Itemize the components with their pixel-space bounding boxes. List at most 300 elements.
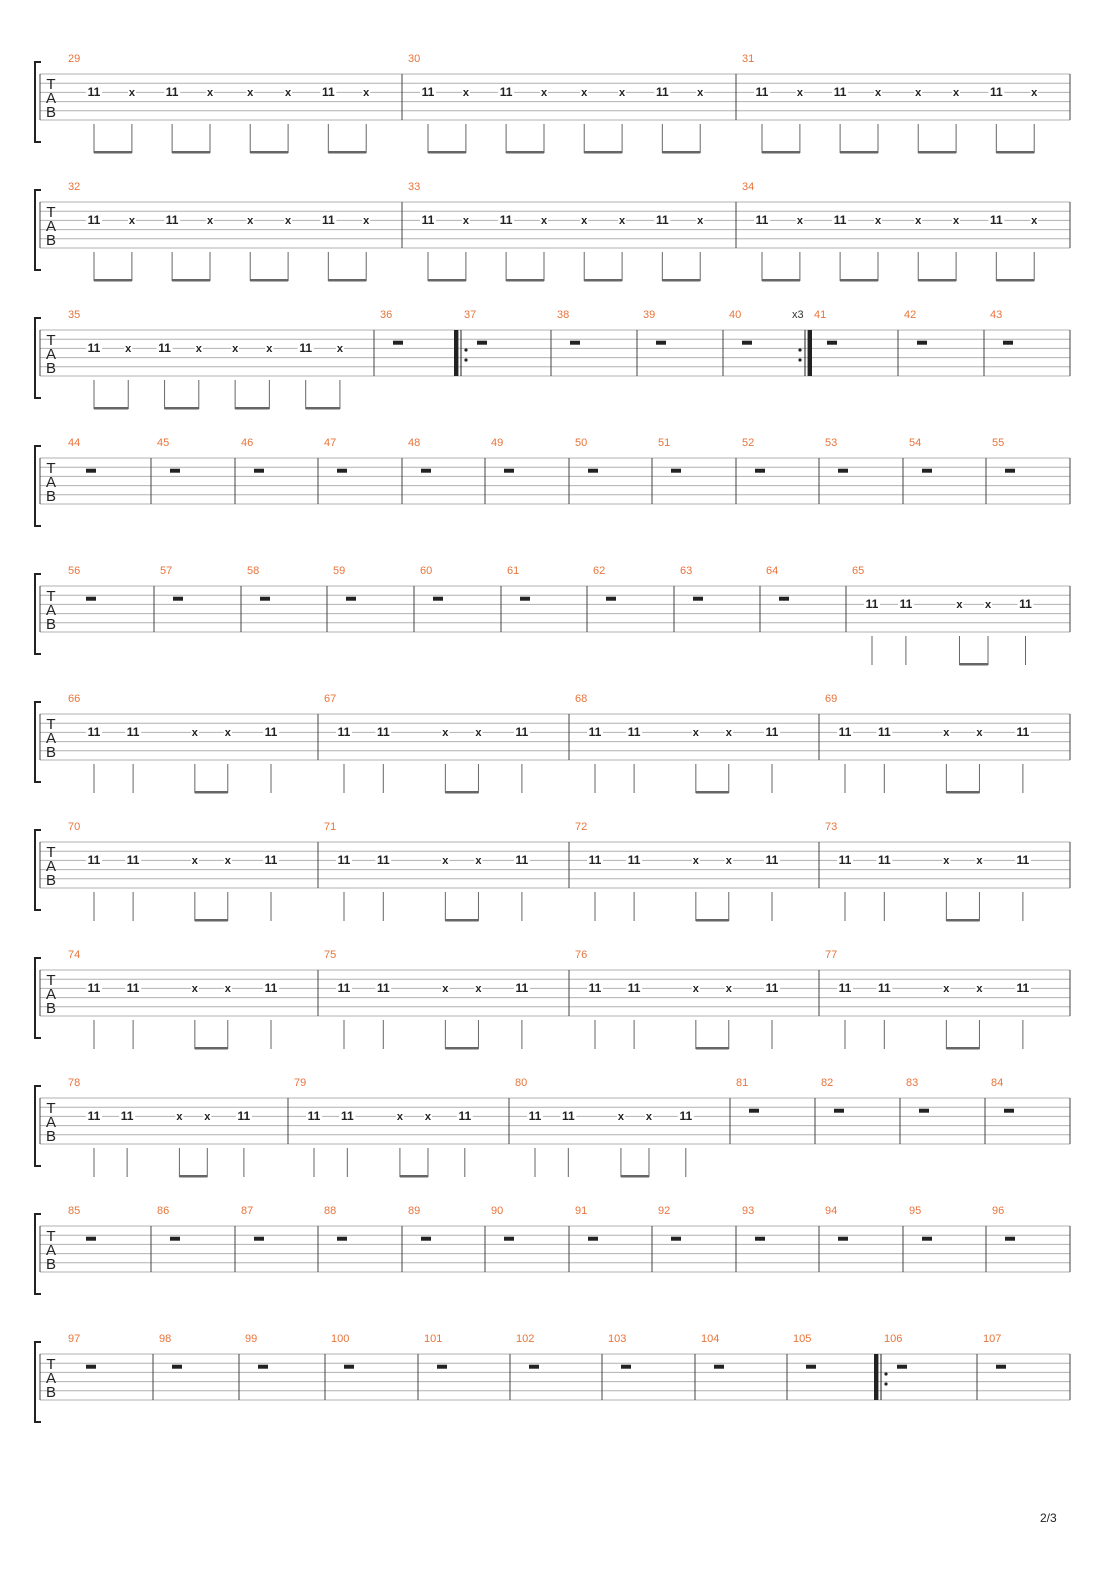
fret-number: 11: [87, 340, 101, 355]
measure: [408, 181, 704, 282]
beam: [165, 407, 199, 410]
measure: [852, 565, 1034, 666]
dead-note: x: [195, 342, 202, 355]
measure-number: 31: [742, 53, 755, 65]
measure-number: 41: [814, 309, 827, 321]
dead-note: x: [285, 214, 292, 227]
measure-number: 92: [658, 1205, 671, 1217]
dead-note: x: [206, 86, 214, 99]
measure-number: 68: [575, 693, 588, 705]
dead-note: x: [619, 86, 626, 99]
fret-number: 11: [561, 1108, 575, 1123]
measure-number: 29: [68, 53, 81, 65]
measure-number: 98: [159, 1333, 172, 1345]
beam: [94, 407, 128, 410]
beam: [428, 151, 466, 154]
measure-number: 78: [68, 1077, 81, 1089]
dead-note: x: [1031, 214, 1038, 227]
beam: [235, 407, 269, 410]
dead-note: x: [956, 598, 963, 611]
measure-number: 77: [825, 949, 838, 961]
fret-number: 11: [376, 724, 390, 739]
measure-number: 73: [825, 821, 838, 833]
fret-number: 11: [515, 852, 529, 867]
whole-rest: [344, 1365, 354, 1369]
dead-note: x: [232, 342, 239, 355]
whole-rest: [656, 341, 666, 345]
dead-note: x: [915, 214, 922, 227]
fret-number: 11: [237, 1108, 251, 1123]
fret-number: 11: [158, 340, 171, 355]
whole-rest: [172, 1365, 182, 1369]
fret-number: 11: [165, 84, 179, 99]
measure-number: 66: [68, 693, 81, 705]
tab-clef-letter: T: [46, 972, 56, 989]
dead-note: x: [976, 726, 983, 739]
whole-rest: [437, 1365, 447, 1369]
beam: [179, 1175, 207, 1178]
beam: [172, 279, 210, 282]
measure: [324, 693, 530, 794]
measure-number: 40: [729, 309, 742, 321]
measure: [68, 821, 279, 922]
beam: [996, 279, 1034, 282]
dead-note: x: [953, 86, 960, 99]
beam: [696, 1047, 729, 1050]
page-number: 2/3: [1040, 1511, 1057, 1525]
measure-number: 96: [992, 1205, 1005, 1217]
whole-rest: [606, 597, 616, 601]
dead-note: x: [336, 342, 343, 355]
fret-number: 11: [376, 852, 390, 867]
tab-clef-letter: A: [45, 730, 57, 747]
dead-note: x: [915, 86, 922, 99]
measure-number: 101: [424, 1333, 443, 1345]
measure-number: 99: [245, 1333, 258, 1345]
measure-number: 52: [742, 437, 755, 449]
measure-number: 69: [825, 693, 838, 705]
beam: [506, 279, 544, 282]
beam: [584, 279, 622, 282]
whole-rest: [588, 1237, 598, 1241]
fret-number: 11: [421, 212, 435, 227]
tab-clef-letter: A: [45, 218, 57, 235]
fret-number: 11: [1016, 980, 1030, 995]
repeat-dot: [884, 1372, 887, 1375]
dead-note: x: [796, 214, 803, 227]
measure-number: 45: [157, 437, 170, 449]
tab-system: [35, 1205, 1070, 1294]
measure-number: 76: [575, 949, 588, 961]
fret-number: 11: [838, 980, 852, 995]
measure: [68, 693, 279, 794]
measure-number: 72: [575, 821, 588, 833]
measure-number: 33: [408, 181, 421, 193]
dead-note: x: [475, 854, 482, 867]
dead-note: x: [645, 1110, 653, 1123]
measure-number: 30: [408, 53, 421, 65]
fret-number: 11: [838, 852, 852, 867]
measure-number: 62: [593, 565, 606, 577]
fret-number: 11: [87, 724, 101, 739]
tab-system: [35, 1333, 1070, 1422]
beam: [445, 1047, 478, 1050]
fret-number: 11: [321, 212, 335, 227]
dead-note: x: [424, 1110, 432, 1123]
fret-number: 11: [899, 596, 913, 611]
beam: [621, 1175, 649, 1178]
tab-clef-letter: T: [46, 332, 56, 349]
dead-note: x: [976, 982, 983, 995]
fret-number: 11: [87, 84, 101, 99]
dead-note: x: [475, 726, 482, 739]
fret-number: 11: [126, 980, 140, 995]
measure: [324, 821, 530, 922]
tab-clef-letter: A: [45, 1370, 57, 1387]
whole-rest: [922, 1237, 932, 1241]
tab-clef-letter: B: [45, 104, 57, 121]
whole-rest: [779, 597, 789, 601]
whole-rest: [1004, 1109, 1014, 1113]
whole-rest: [504, 469, 514, 473]
fret-number: 11: [989, 84, 1003, 99]
measure-number: 82: [821, 1077, 834, 1089]
fret-number: 11: [87, 852, 101, 867]
beam: [996, 151, 1034, 154]
dead-note: x: [984, 598, 992, 611]
tab-clef-letter: B: [45, 1000, 57, 1017]
measure-number: 65: [852, 565, 865, 577]
fret-number: 11: [833, 212, 847, 227]
measure-number: 93: [742, 1205, 755, 1217]
beam: [195, 1047, 228, 1050]
whole-rest: [337, 1237, 347, 1241]
tab-system: [35, 53, 1070, 154]
tab-clef-letter: T: [46, 844, 56, 861]
measure-number: 34: [742, 181, 755, 193]
fret-number: 11: [87, 212, 101, 227]
whole-rest: [520, 597, 530, 601]
measure: [825, 949, 1031, 1050]
beam: [506, 151, 544, 154]
beam: [762, 279, 800, 282]
measure-number: 86: [157, 1205, 170, 1217]
dead-note: x: [128, 214, 135, 227]
repeat-dot: [464, 358, 467, 361]
measure-number: 91: [575, 1205, 588, 1217]
whole-rest: [671, 1237, 681, 1241]
fret-number: 11: [755, 84, 769, 99]
dead-note: x: [396, 1110, 403, 1123]
whole-rest: [86, 469, 96, 473]
fret-number: 11: [528, 1108, 542, 1123]
beam: [918, 279, 956, 282]
measure-number: 64: [766, 565, 779, 577]
fret-number: 11: [765, 980, 779, 995]
beam: [696, 791, 729, 794]
measure-number: 56: [68, 565, 81, 577]
fret-number: 11: [515, 980, 529, 995]
measure: [742, 53, 1038, 154]
whole-rest: [996, 1365, 1006, 1369]
fret-number: 11: [765, 852, 779, 867]
measure: [575, 949, 780, 1050]
dead-note: x: [697, 214, 704, 227]
fret-number: 11: [1019, 596, 1032, 611]
fret-number: 11: [499, 84, 513, 99]
measure-number: 38: [557, 309, 570, 321]
whole-rest: [588, 469, 598, 473]
fret-number: 11: [458, 1108, 472, 1123]
whole-rest: [421, 469, 431, 473]
dead-note: x: [796, 86, 803, 99]
measure-number: 48: [408, 437, 421, 449]
measure-number: 95: [909, 1205, 922, 1217]
fret-number: 11: [627, 724, 641, 739]
dead-note: x: [725, 982, 732, 995]
tab-system: [35, 821, 1070, 922]
fret-number: 11: [337, 980, 351, 995]
tab-clef-letter: B: [45, 744, 57, 761]
fret-number: 11: [627, 852, 641, 867]
measure: [876, 1333, 907, 1400]
fret-number: 11: [264, 980, 278, 995]
measure-number: 60: [420, 565, 433, 577]
beam: [400, 1175, 428, 1178]
measure-number: 83: [906, 1077, 919, 1089]
fret-number: 11: [838, 724, 852, 739]
dead-note: x: [692, 726, 699, 739]
tab-clef-letter: A: [45, 602, 57, 619]
measure-number: 44: [68, 437, 81, 449]
whole-rest: [806, 1365, 816, 1369]
fret-number: 11: [877, 724, 891, 739]
measure: [324, 949, 530, 1050]
dead-note: x: [540, 214, 548, 227]
measure-number: 80: [515, 1077, 528, 1089]
dead-note: x: [247, 214, 254, 227]
whole-rest: [922, 469, 932, 473]
measure-number: 58: [247, 565, 260, 577]
fret-number: 11: [337, 852, 351, 867]
measure: [68, 1077, 252, 1178]
whole-rest: [755, 1237, 765, 1241]
whole-rest: [477, 341, 487, 345]
beam: [445, 919, 478, 922]
measure-number: 32: [68, 181, 81, 193]
dead-note: x: [581, 86, 588, 99]
measure-number: 59: [333, 565, 346, 577]
measure: [408, 53, 704, 154]
whole-rest: [838, 1237, 848, 1241]
measure-number: 74: [68, 949, 81, 961]
fret-number: 11: [833, 84, 847, 99]
whole-rest: [917, 341, 927, 345]
tab-clef-letter: B: [45, 1384, 57, 1401]
whole-rest: [621, 1365, 631, 1369]
dead-note: x: [176, 1110, 183, 1123]
beam: [328, 279, 366, 282]
fret-number: 11: [340, 1108, 354, 1123]
tab-clef-letter: A: [45, 1242, 57, 1259]
measure-number: 105: [793, 1333, 812, 1345]
measure: [68, 53, 370, 154]
whole-rest: [337, 469, 347, 473]
beam: [946, 791, 979, 794]
measure-number: 54: [909, 437, 922, 449]
dead-note: x: [581, 214, 588, 227]
beam: [428, 279, 466, 282]
whole-rest: [570, 341, 580, 345]
measure-number: 36: [380, 309, 393, 321]
whole-rest: [834, 1109, 844, 1113]
fret-number: 11: [588, 852, 602, 867]
tab-system: [35, 565, 1070, 666]
measure-number: 35: [68, 309, 81, 321]
dead-note: x: [475, 982, 482, 995]
dead-note: x: [285, 86, 292, 99]
measure-number: 55: [992, 437, 1005, 449]
tab-clef-letter: T: [46, 588, 56, 605]
whole-rest: [260, 597, 270, 601]
fret-number: 11: [264, 724, 278, 739]
dead-note: x: [206, 214, 214, 227]
tab-clef-letter: B: [45, 1256, 57, 1273]
dead-note: x: [697, 86, 704, 99]
dead-note: x: [224, 726, 231, 739]
whole-rest: [749, 1109, 759, 1113]
measure-number: 51: [658, 437, 671, 449]
measure-number: 42: [904, 309, 917, 321]
measure: [825, 821, 1031, 922]
beam: [840, 151, 878, 154]
beam: [584, 151, 622, 154]
dead-note: x: [725, 854, 732, 867]
tab-clef-letter: T: [46, 716, 56, 733]
beam: [946, 1047, 979, 1050]
measure-number: 106: [884, 1333, 903, 1345]
fret-number: 11: [87, 1108, 101, 1123]
dead-note: x: [462, 86, 469, 99]
whole-rest: [421, 1237, 431, 1241]
dead-note: x: [442, 726, 449, 739]
dead-note: x: [725, 726, 732, 739]
measure-number: 79: [294, 1077, 307, 1089]
measure-number: 107: [983, 1333, 1002, 1345]
dead-note: x: [692, 982, 699, 995]
measure-number: 102: [516, 1333, 535, 1345]
dead-note: x: [128, 86, 135, 99]
beam: [195, 791, 228, 794]
tab-clef-letter: B: [45, 360, 57, 377]
whole-rest: [1003, 341, 1013, 345]
whole-rest: [755, 469, 765, 473]
dead-note: x: [204, 1110, 211, 1123]
measure-number: 63: [680, 565, 693, 577]
fret-number: 11: [421, 84, 435, 99]
measure-number: 53: [825, 437, 838, 449]
whole-rest: [86, 597, 96, 601]
whole-rest: [254, 469, 264, 473]
fret-number: 11: [1016, 852, 1030, 867]
beam: [250, 151, 288, 154]
whole-rest: [170, 1237, 180, 1241]
measure-number: 90: [491, 1205, 504, 1217]
fret-number: 11: [765, 724, 779, 739]
dead-note: x: [191, 726, 198, 739]
repeat-count: x3: [792, 309, 804, 321]
tab-clef-letter: T: [46, 204, 56, 221]
fret-number: 11: [588, 724, 602, 739]
fret-number: 11: [865, 596, 879, 611]
whole-rest: [86, 1365, 96, 1369]
measure-number: 61: [507, 565, 520, 577]
whole-rest: [671, 469, 681, 473]
dead-note: x: [692, 854, 699, 867]
beam: [94, 279, 132, 282]
measure-number: 70: [68, 821, 81, 833]
beam: [696, 919, 729, 922]
fret-number: 11: [120, 1108, 134, 1123]
repeat-dot: [464, 348, 467, 351]
fret-number: 11: [655, 212, 669, 227]
beam: [840, 279, 878, 282]
dead-note: x: [462, 214, 469, 227]
measure: [294, 1077, 473, 1178]
measure-number: 67: [324, 693, 337, 705]
dead-note: x: [191, 982, 198, 995]
measure-number: 46: [241, 437, 254, 449]
whole-rest: [504, 1237, 514, 1241]
measure-number: 49: [491, 437, 504, 449]
measure: [68, 181, 370, 282]
dead-note: x: [619, 214, 626, 227]
measure: [68, 309, 344, 410]
whole-rest: [897, 1365, 907, 1369]
beam: [328, 151, 366, 154]
dead-note: x: [953, 214, 960, 227]
measure-number: 71: [324, 821, 337, 833]
measure-number: 85: [68, 1205, 81, 1217]
measure: [456, 309, 487, 376]
tab-clef-letter: T: [46, 76, 56, 93]
measure: [729, 309, 810, 376]
whole-rest: [693, 597, 703, 601]
dead-note: x: [874, 214, 882, 227]
tab-clef-letter: A: [45, 474, 57, 491]
tab-clef-letter: T: [46, 1100, 56, 1117]
tab-clef-letter: B: [45, 1128, 57, 1145]
dead-note: x: [224, 854, 231, 867]
measure-number: 39: [643, 309, 656, 321]
tab-clef-letter: B: [45, 616, 57, 633]
fret-number: 11: [376, 980, 390, 995]
whole-rest: [1005, 469, 1015, 473]
measure-number: 47: [324, 437, 337, 449]
beam: [172, 151, 210, 154]
fret-number: 11: [515, 724, 529, 739]
measure: [825, 693, 1031, 794]
measure-number: 57: [160, 565, 173, 577]
beam: [250, 279, 288, 282]
whole-rest: [86, 1237, 96, 1241]
dead-note: x: [976, 854, 983, 867]
measure: [575, 821, 780, 922]
dead-note: x: [363, 86, 370, 99]
dead-note: x: [540, 86, 548, 99]
tab-system: [35, 181, 1070, 282]
tab-clef-letter: T: [46, 460, 56, 477]
